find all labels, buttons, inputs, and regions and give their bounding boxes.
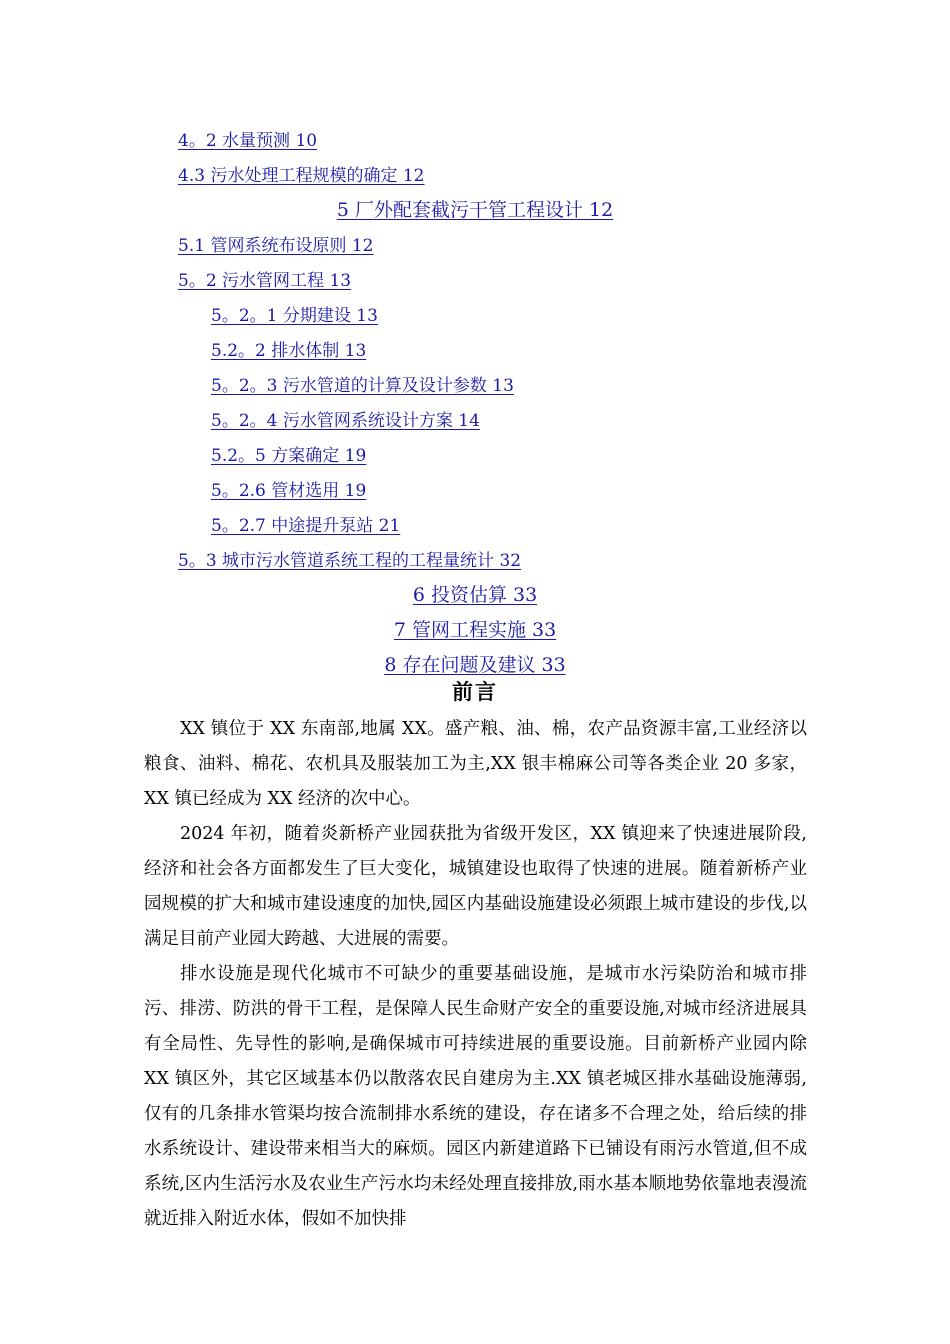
toc-entry-7[interactable]: 7 管网工程实施 33 <box>393 619 557 641</box>
toc-entry-4-2[interactable]: 4。2 水量预测 10 <box>178 131 318 151</box>
toc-entry-5-2-7[interactable]: 5。2.7 中途提升泵站 21 <box>211 516 401 536</box>
toc-entry-5-2-5[interactable]: 5.2。5 方案确定 19 <box>211 446 367 466</box>
toc-entry-4-3[interactable]: 4.3 污水处理工程规模的确定 12 <box>178 166 425 186</box>
toc-entry-5-2-1[interactable]: 5。2。1 分期建设 13 <box>211 306 378 326</box>
toc-entry-5-2-4[interactable]: 5。2。4 污水管网系统设计方案 14 <box>211 411 480 431</box>
toc-entry-8[interactable]: 8 存在问题及建议 33 <box>384 654 566 676</box>
toc-entry-5-3[interactable]: 5。3 城市污水管道系统工程的工程量统计 32 <box>178 551 522 571</box>
preface-paragraph-2: 2024 年初，随着炎新桥产业园获批为省级开发区，XX 镇迎来了快速进展阶段,经济和社会各方面都发生了巨大变化，城镇建设也取得了快速的进展。随着新桥产业园规模的扩大和城市建设速度的加快,园区内基础设施建设必须跟上城市建设的步伐,以满足目前产业园大跨越、大进展的需要。 <box>144 824 807 949</box>
preface-title: 前言 <box>452 679 498 704</box>
toc-entry-6[interactable]: 6 投资估算 33 <box>412 584 538 606</box>
toc-entry-5-1[interactable]: 5.1 管网系统布设原则 12 <box>178 236 374 256</box>
toc-entry-5-2[interactable]: 5。2 污水管网工程 13 <box>178 271 352 291</box>
toc-entry-5-2-2[interactable]: 5.2。2 排水体制 13 <box>211 341 367 361</box>
preface-paragraph-1: XX 镇位于 XX 东南部,地属 XX。盛产粮、油、棉，农产品资源丰富,工业经济以粮食、油料、棉花、农机具及服装加工为主,XX 银丰棉麻公司等各类企业 20 多家，XX 镇已经成为 XX 经济的次中心。 <box>144 719 807 809</box>
preface-paragraph-3: 排水设施是现代化城市不可缺少的重要基础设施，是城市水污染防治和城市排污、排涝、防洪的骨干工程，是保障人民生命财产安全的重要设施,对城市经济进展具有全局性、先导性的影响,是确保城市可持续进展的重要设施。目前新桥产业园内除 XX 镇区外，其它区域基本仍以散落农民自建房为主.XX 镇老城区排水基础设施薄弱,仅有的几条排水管渠均按合流制排水系统的建设，存在诸多不合理之处，给后续的排水系统设计、建设带来相当大的麻烦。园区内新建道路下已铺设有雨污水管道,但不成系统,区内生活污水及农业生产污水均未经处理直接排放,雨水基本顺地势依靠地表漫流就近排入附近水体，假如不加快排 <box>144 964 807 1229</box>
toc-entry-5-2-6[interactable]: 5。2.6 管材选用 19 <box>211 481 367 501</box>
toc-entry-5[interactable]: 5 厂外配套截污干管工程设计 12 <box>336 199 614 221</box>
toc-entry-5-2-3[interactable]: 5。2。3 污水管道的计算及设计参数 13 <box>211 376 514 396</box>
